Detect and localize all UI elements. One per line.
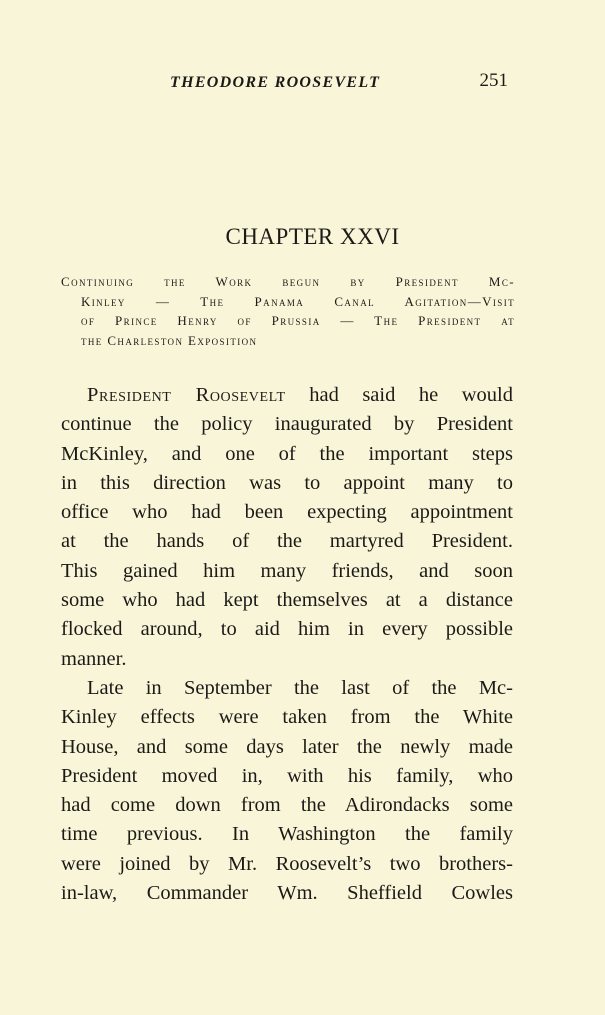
paragraph-line: time previous. In Washington the family xyxy=(61,823,513,846)
paragraph-line: Late in September the last of the Mc- xyxy=(87,676,513,699)
running-title: THEODORE ROOSEVELT xyxy=(170,74,381,91)
paragraph-line: manner. xyxy=(61,647,127,670)
paragraph-line: House, and some days later the newly made xyxy=(61,735,513,758)
paragraph-line: Kinley effects were taken from the White xyxy=(61,706,513,729)
paragraph-line: at the hands of the martyred President. xyxy=(61,530,513,553)
paragraph-line: McKinley, and one of the important steps xyxy=(61,442,513,465)
paragraph-line: in this direction was to appoint many to xyxy=(61,471,513,494)
synopsis-line: of Prince Henry of Prussia — The President at xyxy=(81,313,515,328)
paragraph-line-rest: had said he would xyxy=(285,384,513,406)
synopsis-line: Kinley — The Panama Canal Agitation—Visit xyxy=(81,293,515,309)
paragraph-line: in-law, Commander Wm. Sheffield Cowles xyxy=(61,882,513,905)
paragraph-line: flocked around, to aid him in every possible xyxy=(61,618,513,641)
chapter-heading: CHAPTER XXVI xyxy=(225,224,400,249)
paragraph-line: had come down from the Adirondacks some xyxy=(61,794,513,817)
paragraph-line: office who had been expecting appointment xyxy=(61,501,513,524)
paragraph-line: President moved in, with his family, who xyxy=(61,764,513,787)
paragraph-line: continue the policy inaugurated by President xyxy=(61,413,513,436)
paragraph-line: were joined by Mr. Roosevelt’s two brothers- xyxy=(61,852,513,875)
paragraph-line: some who had kept themselves at a distance xyxy=(61,589,513,612)
chapter-synopsis xyxy=(61,272,515,350)
synopsis-line: the Charleston Exposition xyxy=(81,332,258,348)
page-number: 251 xyxy=(479,70,508,91)
running-head xyxy=(60,70,512,98)
synopsis-line: Continuing the Work begun by President Mc- xyxy=(61,274,515,289)
paragraph-line: This gained him many friends, and soon xyxy=(61,559,513,582)
paragraph-line xyxy=(61,381,513,410)
paragraph-lead: President Roosevelt xyxy=(87,384,286,406)
body-text xyxy=(61,381,513,908)
